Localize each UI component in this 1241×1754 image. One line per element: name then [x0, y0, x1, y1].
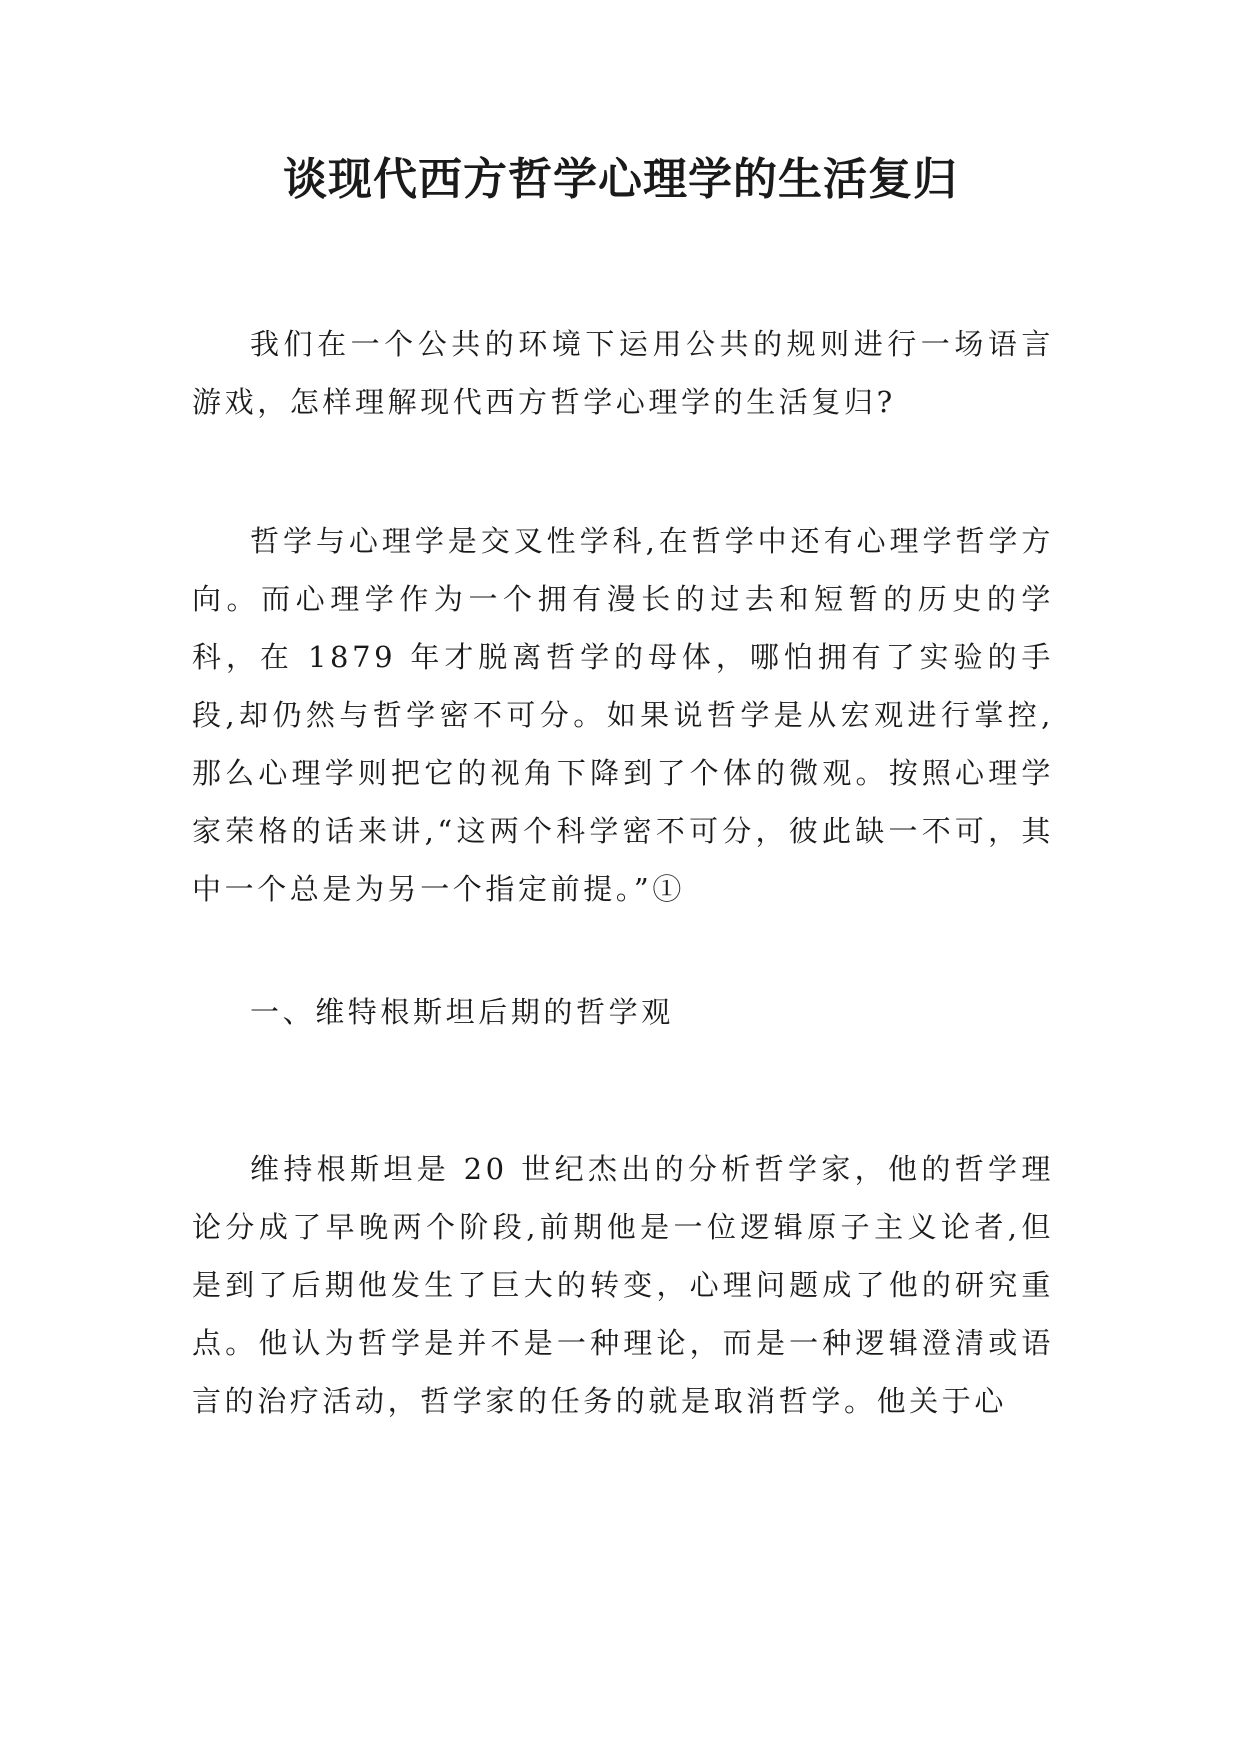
- document-title: 谈现代西方哲学心理学的生活复归: [283, 154, 958, 205]
- paragraph-philosophy-psychology: 哲学与心理学是交叉性学科,在哲学中还有心理学哲学方向。而心理学作为一个拥有漫长的过去和短暂的历史的学科，在 1879 年才脱离哲学的母体，哪怕拥有了实验的手段,却仍然与哲学密不可分。如果说哲学是从宏观进行掌控,那么心理学则把它的视角下降到了个体的微观。按照心理学家荣格的话来讲,“这两个科学密不可分，彼此缺一不可，其中一个总是为另一个指定前提。”①: [192, 524, 1054, 906]
- paragraph-intro: 我们在一个公共的环境下运用公共的规则进行一场语言游戏，怎样理解现代西方哲学心理学的生活复归?: [192, 327, 1054, 419]
- paragraph-wittgenstein: 维持根斯坦是 20 世纪杰出的分析哲学家，他的哲学理论分成了早晚两个阶段,前期他是一位逻辑原子主义论者,但是到了后期他发生了巨大的转变，心理问题成了他的研究重点。他认为哲学是并不是一种理论，而是一种逻辑澄清或语言的治疗活动，哲学家的任务的就是取消哲学。他关于心: [192, 1152, 1054, 1418]
- section-heading-wittgenstein: 一、维特根斯坦后期的哲学观: [250, 995, 674, 1029]
